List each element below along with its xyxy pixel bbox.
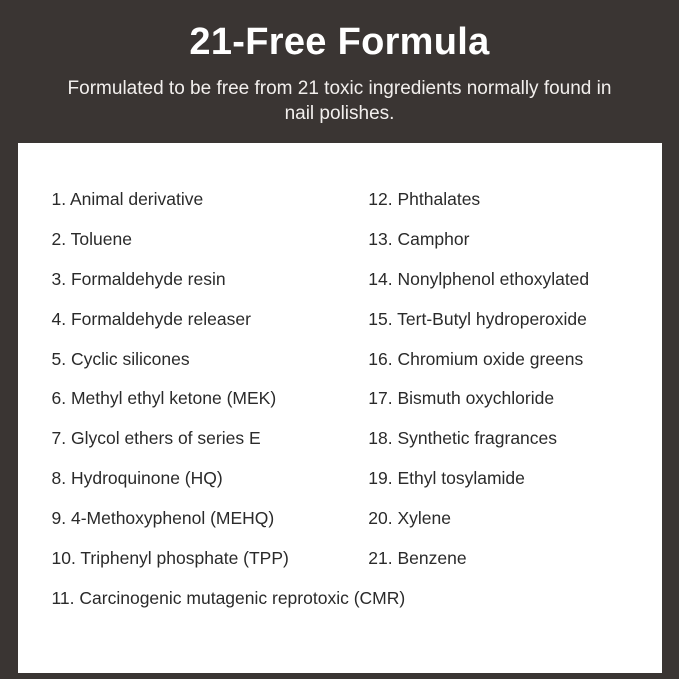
ingredient-column-left <box>52 189 369 588</box>
list-item: 20. Xylene <box>368 508 451 529</box>
list-item: 19. Ethyl tosylamide <box>368 468 525 489</box>
list-item: 4. Formaldehyde releaser <box>51 308 251 329</box>
list-item: 6. Methyl ethyl ketone (MEK) <box>51 388 277 409</box>
page-subtitle: Formulated to be free from 21 toxic ingredients normally found in nail polishes. <box>67 77 612 125</box>
list-item: 9. 4-Methoxyphenol (MEHQ) <box>51 508 275 529</box>
list-item: 2. Toluene <box>51 228 132 249</box>
list-item: 21. Benzene <box>368 547 467 568</box>
list-item: 12. Phthalates <box>368 189 481 210</box>
ingredient-columns <box>52 189 628 588</box>
list-item: 1. Animal derivative <box>51 189 204 210</box>
poster-header <box>0 0 679 127</box>
list-item: 7. Glycol ethers of series E <box>51 428 261 449</box>
list-item: 10. Triphenyl phosphate (TPP) <box>51 547 289 568</box>
list-item: 16. Chromium oxide greens <box>368 348 584 369</box>
page-title: 21-Free Formula <box>189 21 490 63</box>
list-item: 3. Formaldehyde resin <box>51 268 226 289</box>
ingredient-card <box>18 143 662 673</box>
list-item: 13. Camphor <box>368 228 470 249</box>
ingredient-column-right <box>368 189 627 588</box>
list-item: 17. Bismuth oxychloride <box>368 388 555 409</box>
list-item: 14. Nonylphenol ethoxylated <box>368 268 590 289</box>
list-item: 8. Hydroquinone (HQ) <box>51 468 223 489</box>
list-item-full-width: 11. Carcinogenic mutagenic reprotoxic (CMR) <box>51 587 406 608</box>
list-item: 5. Cyclic silicones <box>51 348 190 369</box>
list-item: 15. Tert-Butyl hydroperoxide <box>368 308 587 329</box>
list-item: 18. Synthetic fragrances <box>368 428 558 449</box>
